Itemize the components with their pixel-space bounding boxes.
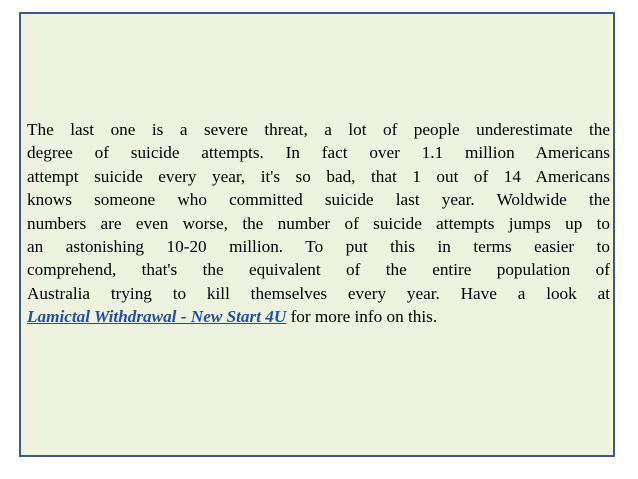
paragraph-last-line <box>27 305 610 328</box>
body-paragraph <box>27 118 610 329</box>
content-box <box>19 12 615 457</box>
paragraph-line: degree of suicide attempts. In fact over 1.1 million Americans <box>27 143 610 163</box>
paragraph-line: an astonishing 10-20 million. To put this in terms easier to <box>27 237 610 257</box>
paragraph-line: The last one is a severe threat, a lot of people underestimate the <box>27 120 610 139</box>
paragraph-line: Australia trying to kill themselves every year. Have a look at <box>27 283 610 303</box>
paragraph-line: attempt suicide every year, it's so bad, that 1 out of 14 Americans <box>27 166 610 186</box>
lamictal-withdrawal-link[interactable]: Lamictal Withdrawal - New Start 4U <box>27 307 287 327</box>
link-suffix-text: for more info on this. <box>286 307 438 327</box>
paragraph-line: comprehend, that's the equivalent of the entire population of <box>27 260 610 280</box>
paragraph-line: numbers are even worse, the number of suicide attempts jumps up to <box>27 213 610 233</box>
paragraph-line: knows someone who committed suicide last year. Woldwide the <box>27 190 610 210</box>
